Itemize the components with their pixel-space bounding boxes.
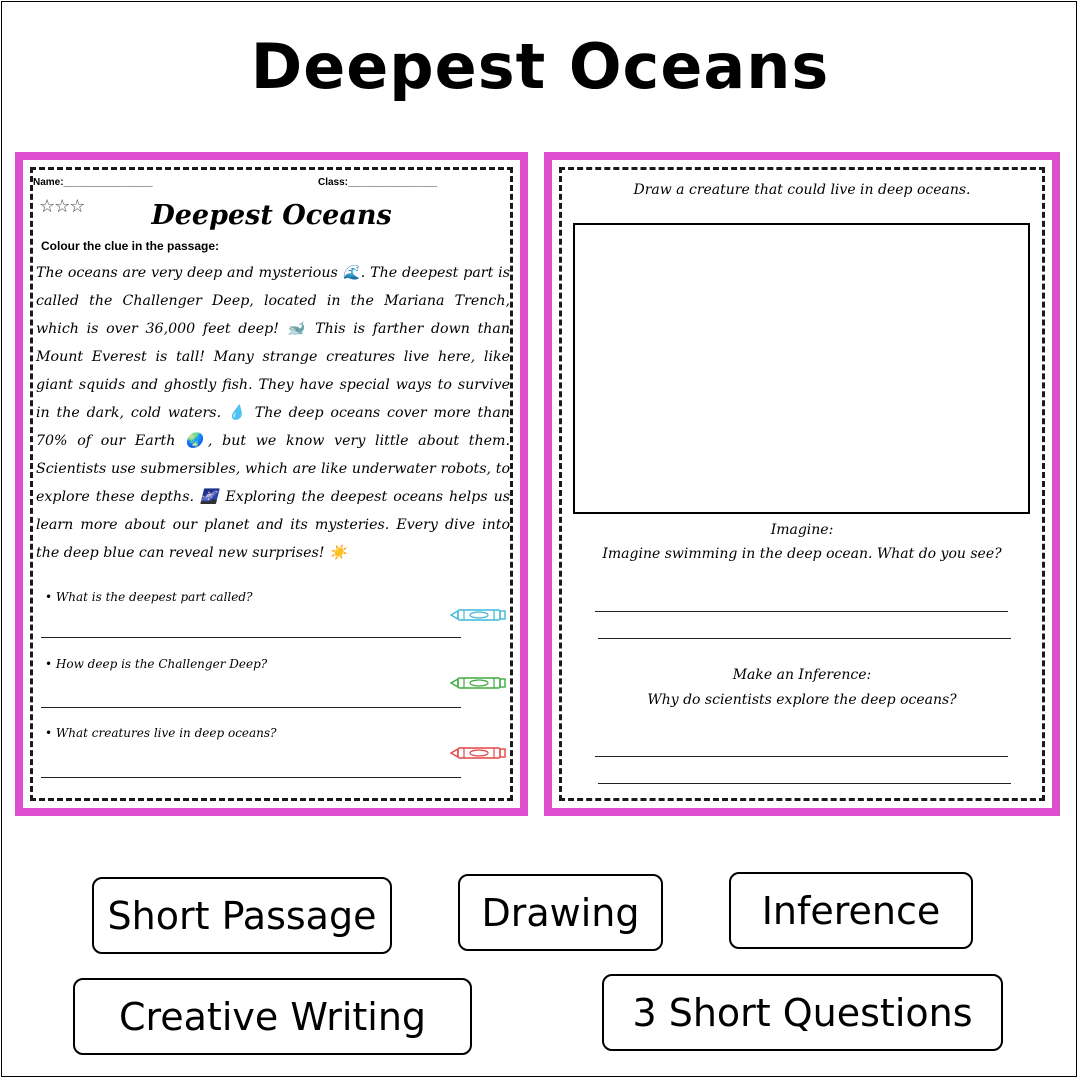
tag-creative-writing-label: Creative Writing	[118, 994, 427, 1039]
imagine-prompt: Imagine swimming in the deep ocean. What do you see?	[602, 546, 1002, 562]
crayon-icon-red	[449, 746, 507, 760]
draw-prompt: Draw a creature that could live in deep oceans.	[633, 182, 971, 198]
question-2-text: How deep is the Challenger Deep?	[55, 657, 268, 671]
imagine-heading: Imagine:	[770, 522, 834, 538]
tag-inference-label: Inference	[761, 888, 941, 933]
question-1: • What is the deepest part called?	[45, 590, 253, 604]
inference-answer-line-2[interactable]	[598, 783, 1011, 784]
passage-worksheet	[15, 152, 528, 816]
tag-3-short-questions-label: 3 Short Questions	[632, 990, 973, 1035]
tag-drawing	[458, 874, 663, 951]
answer-line-1[interactable]	[41, 637, 461, 638]
question-1-text: What is the deepest part called?	[55, 590, 253, 604]
crayon-icon-blue	[449, 608, 507, 622]
tag-short-passage	[92, 877, 392, 954]
reading-passage: The oceans are very deep and mysterious 🌊. The deepest part is called the Challenger Deep, located in the Mariana Trench, which is over 36,000 feet deep! 🐋 This is farther down than Mount Everest is tall! Many strange creatures live here, like giant squids and ghostly fish. They have special ways to survive in the dark, cold waters. 💧 The deep oceans cover more than 70% of our Earth 🌏, but we know very little about them. Scientists use submersibles, which are like underwater robots, to explore these depths. 🌌 Exploring the deepest oceans helps us learn more about our planet and its mysteries. Every dive into the deep blue can reveal new surprises! ☀️	[36, 265, 510, 561]
question-3: • What creatures live in deep oceans?	[45, 726, 277, 740]
tag-short-passage-label: Short Passage	[107, 893, 377, 938]
worksheet-title: Deepest Oceans	[151, 200, 392, 231]
creative-worksheet	[544, 152, 1060, 816]
inference-heading: Make an Inference:	[732, 667, 872, 683]
class-field-label: Class:________________	[318, 177, 437, 188]
rating-stars-icon: ☆☆☆	[39, 196, 85, 217]
answer-line-2[interactable]	[41, 707, 461, 708]
crayon-icon-green	[449, 676, 507, 690]
tag-3-short-questions	[602, 974, 1003, 1051]
page-title: Deepest Oceans	[250, 30, 830, 103]
inference-prompt: Why do scientists explore the deep oceans?	[647, 692, 957, 708]
answer-line-3[interactable]	[41, 777, 461, 778]
imagine-answer-line-1[interactable]	[595, 611, 1008, 612]
question-2: • How deep is the Challenger Deep?	[45, 657, 268, 671]
name-field-label: Name:________________	[33, 177, 153, 188]
colour-clue-instruction: Colour the clue in the passage:	[41, 239, 220, 253]
drawing-box[interactable]	[573, 223, 1030, 514]
tag-inference	[729, 872, 973, 949]
imagine-answer-line-2[interactable]	[598, 638, 1011, 639]
inference-answer-line-1[interactable]	[595, 756, 1008, 757]
question-3-text: What creatures live in deep oceans?	[55, 726, 277, 740]
tag-drawing-label: Drawing	[481, 890, 640, 935]
tag-creative-writing	[73, 978, 472, 1055]
